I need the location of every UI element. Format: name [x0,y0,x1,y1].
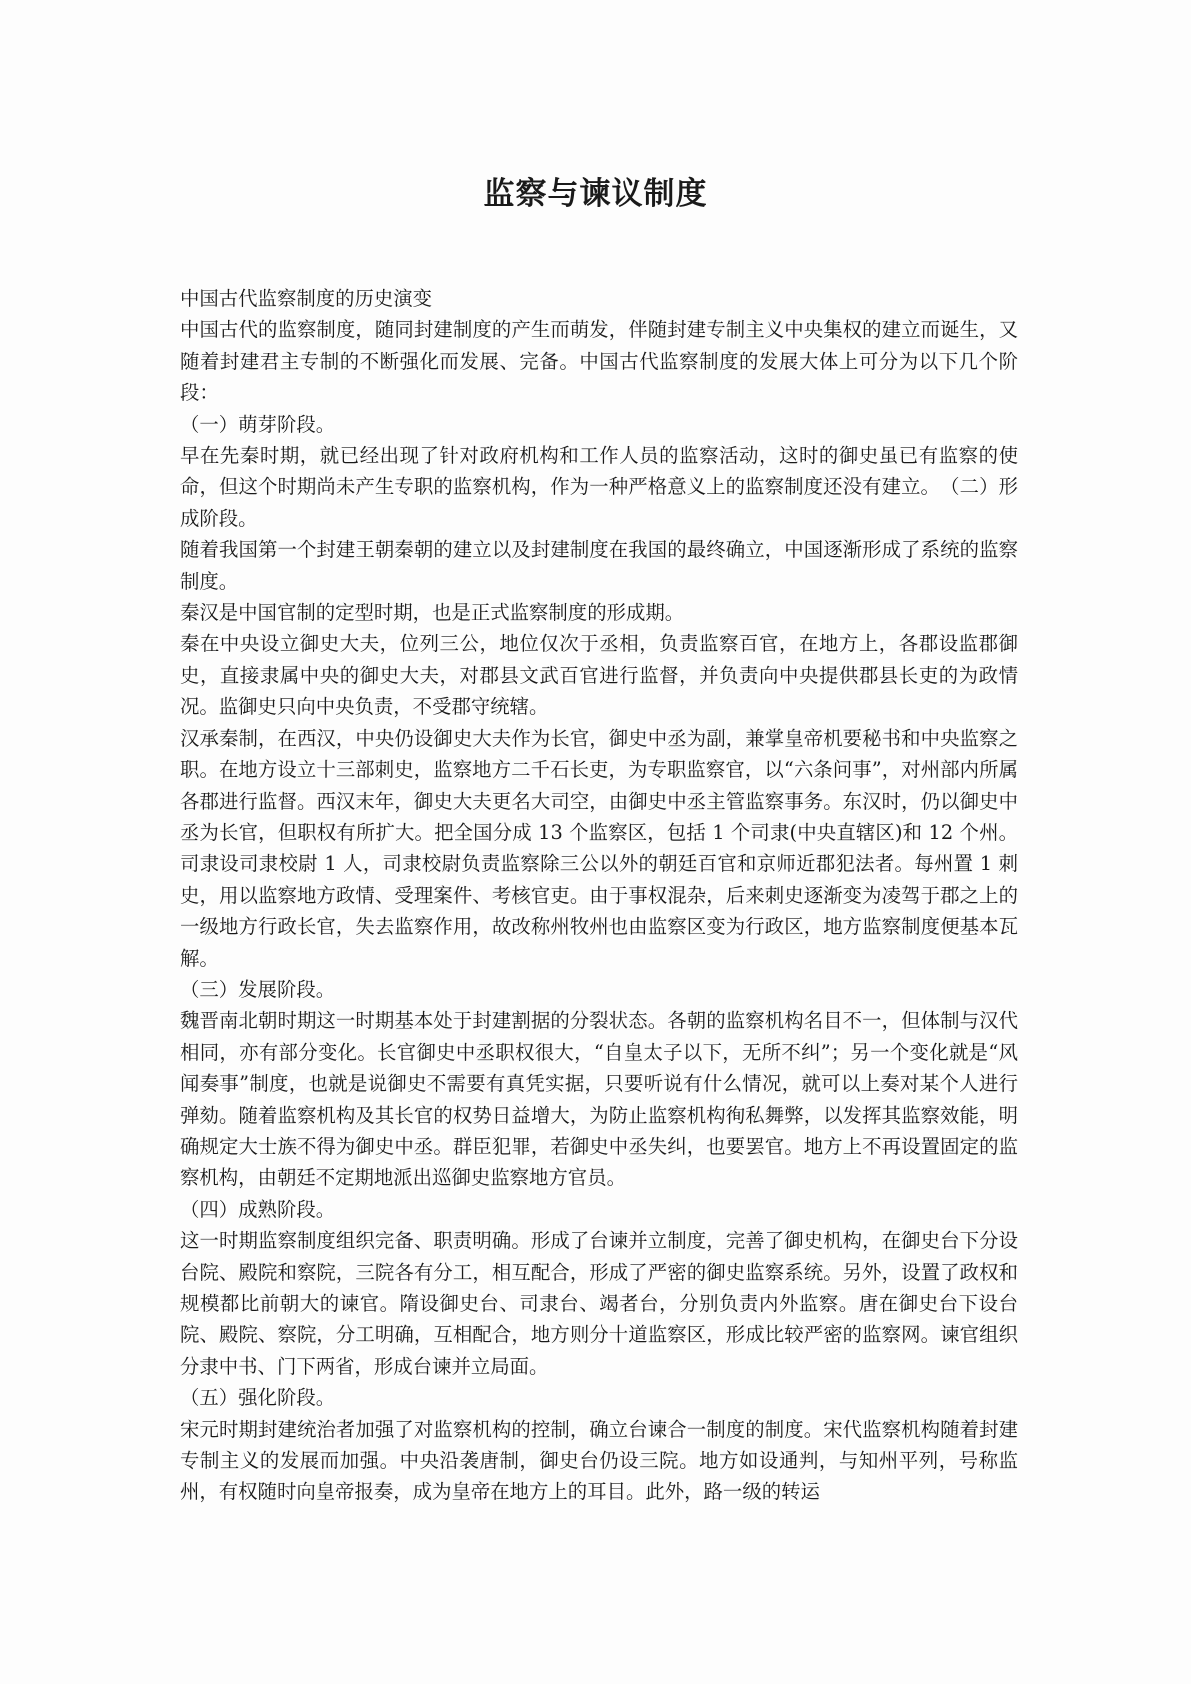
paragraph: 秦汉是中国官制的定型时期，也是正式监察制度的形成期。 [180,601,685,625]
stage-heading: （一）萌芽阶段。 [180,412,336,436]
paragraph: 汉承秦制，在西汉，中央仍设御史大夫作为长官，御史中丞为副，兼掌皇帝机要秘书和中央监察之职。在地方设立十三部刺史，监察地方二千石长吏，为专职监察官，以“六条问事”，对州部内所属各郡进行监督。西汉末年，御史大夫更名大司空，由御史中丞主管监察事务。东汉时，仍以御史中丞为长官，但职权有所扩大。把全国分成 13 个监察区，包括 1 个司隶(中央直辖区)和 12 个州。司隶设司隶校尉 1 人，司隶校尉负责监察除三公以外的朝廷百官和京师近郡犯法者。每州置 1 刺史，用以监察地方政情、受理案件、考核官吏。由于事权混杂，后来刺史逐渐变为凌驾于郡之上的一级地方行政长官，失去监察作用，故改称州牧州也由监察区变为行政区，地方监察制度便基本瓦解。 [180,726,1018,970]
paragraph: 早在先秦时期，就已经出现了针对政府机构和工作人员的监察活动，这时的御史虽已有监察的使命，但这个时期尚未产生专职的监察机构，作为一种严格意义上的监察制度还没有建立。 （二）形成阶段。 [180,444,1018,530]
document-body [180,283,1018,1508]
section-heading: 中国古代监察制度的历史演变 [180,287,433,310]
paragraph: 魏晋南北朝时期这一时期基本处于封建割据的分裂状态。各朝的监察机构名目不一，但体制与汉代相同，亦有部分变化。长官御史中丞职权很大，“自皇太子以下，无所不纠”；另一个变化就是“风闻奏事”制度，也就是说御史不需要有真凭实据，只要听说有什么情况，就可以上奏对某个人进行弹劾。随着监察机构及其长官的权势日益增大，为防止监察机构徇私舞弊，以发挥其监察效能，明确规定大士族不得为御史中丞。群臣犯罪，若御史中丞失纠，也要罢官。地方上不再设置固定的监察机构，由朝廷不定期地派出巡御史监察地方官员。 [180,1009,1018,1190]
paragraph: 秦在中央设立御史大夫，位列三公，地位仅次于丞相，负责监察百官，在地方上，各郡设监郡御史，直接隶属中央的御史大夫，对郡县文武百官进行监督，并负责向中央提供郡县长吏的为政情况。监御史只向中央负责，不受郡守统辖。 [180,632,1018,719]
stage-heading: （五）强化阶段。 [180,1386,336,1410]
paragraph: 这一时期监察制度组织完备、职责明确。形成了台谏并立制度，完善了御史机构，在御史台下分设台院、殿院和察院，三院各有分工，相互配合，形成了严密的御史监察系统。另外，设置了政权和规模都比前朝大的谏官。隋设御史台、司隶台、竭者台，分别负责内外监察。唐在御史台下设台院、殿院、察院，分工明确，互相配合，地方则分十道监察区，形成比较严密的监察网。谏官组织分隶中书、门下两省，形成台谏并立局面。 [180,1229,1018,1378]
paragraph: 随着我国第一个封建王朝秦朝的建立以及封建制度在我国的最终确立，中国逐渐形成了系统的监察制度。 [180,538,1018,593]
document-title: 监察与谏议制度 [483,176,708,212]
stage-heading: （三）发展阶段。 [180,977,336,1001]
paragraph: 中国古代的监察制度，随同封建制度的产生而萌发，伴随封建专制主义中央集权的建立而诞生，又随着封建君主专制的不断强化而发展、完备。中国古代监察制度的发展大体上可分为以下几个阶段： [180,318,1018,405]
paragraph: 宋元时期封建统治者加强了对监察机构的控制，确立台谏合一制度的制度。宋代监察机构随着封建专制主义的发展而加强。中央沿袭唐制，御史台仍设三院。地方如设通判，与知州平列，号称监州，有权随时向皇帝报奏，成为皇帝在地方上的耳目。此外，路一级的转运 [180,1417,1018,1504]
stage-heading: （四）成熟阶段。 [180,1197,336,1221]
